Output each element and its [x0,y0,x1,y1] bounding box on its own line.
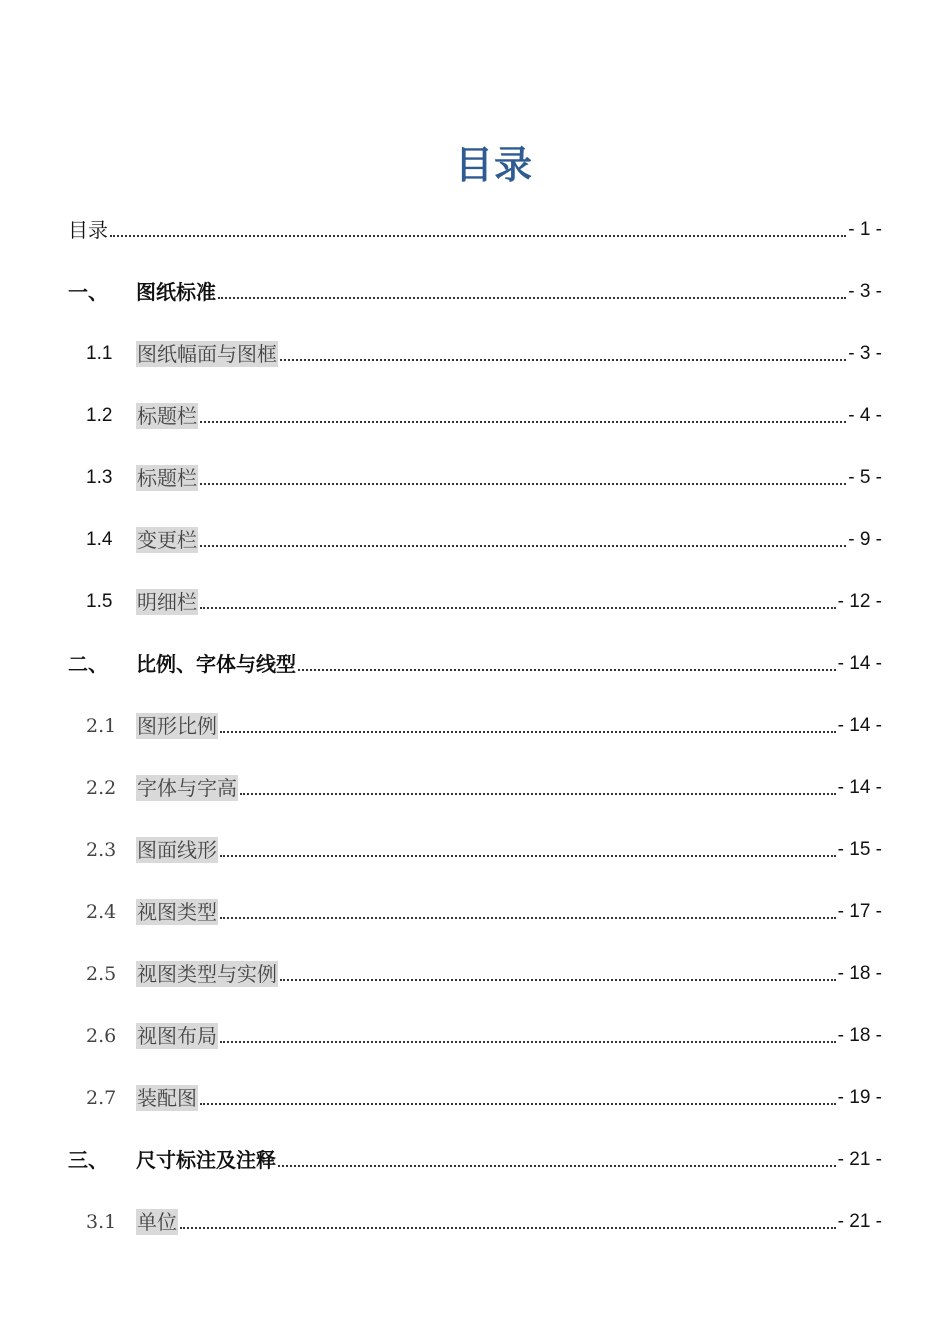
toc-entry-page: - 14 - [837,715,882,736]
toc-entry-label: 明细栏 [137,590,197,614]
dot-leader [220,731,836,733]
toc-entry[interactable] [68,818,882,880]
toc-entry-label: 标题栏 [137,466,197,490]
dot-leader [200,1103,836,1105]
toc-entry[interactable] [68,632,882,694]
dot-leader [280,359,846,361]
toc-entry-number: 一、 [68,280,108,304]
toc-entry[interactable] [68,260,882,322]
toc-entry-page: - 3 - [848,343,882,364]
dot-leader [218,297,846,299]
toc-entry-label: 尺寸标注及注释 [136,1148,276,1172]
toc-entry-number: 1.3 [86,467,113,488]
toc-entry-page: - 18 - [837,963,882,984]
toc-entry-label: 单位 [137,1210,177,1234]
dot-leader [180,1227,836,1229]
toc-entry-number: 2.5 [86,963,117,985]
toc-entry-page: - 9 - [848,529,882,550]
toc-entry[interactable] [68,1004,882,1066]
toc-entry-number: 3.1 [86,1211,117,1233]
toc-entry-number: 2.1 [86,715,117,737]
toc-entry-page: - 3 - [848,281,882,302]
dot-leader [278,1165,836,1167]
dot-leader [200,545,846,547]
toc-list [68,198,882,1252]
toc-entry[interactable] [68,384,882,446]
dot-leader [220,855,836,857]
toc-entry-page: - 17 - [837,901,882,922]
dot-leader [298,669,836,671]
toc-entry-page: - 4 - [848,405,882,426]
toc-entry-page: - 14 - [837,653,882,674]
toc-entry-number: 2.2 [86,777,117,799]
toc-entry[interactable] [68,1066,882,1128]
toc-entry[interactable] [68,198,882,260]
toc-title: 目录 [454,143,533,187]
toc-entry-page: - 21 - [837,1149,882,1170]
toc-entry-label: 变更栏 [137,528,197,552]
dot-leader [240,793,836,795]
toc-entry-page: - 19 - [837,1087,882,1108]
toc-entry-page: - 14 - [837,777,882,798]
toc-entry[interactable] [68,942,882,1004]
toc-entry-page: - 18 - [837,1025,882,1046]
toc-entry-number: 1.4 [86,529,113,550]
dot-leader [220,1041,836,1043]
dot-leader [110,235,846,237]
toc-entry[interactable] [68,756,882,818]
toc-entry-label: 视图类型与实例 [137,962,277,986]
toc-entry-number: 1.2 [86,405,113,426]
toc-entry[interactable] [68,1128,882,1190]
toc-entry[interactable] [68,694,882,756]
toc-entry-label: 图纸幅面与图框 [137,342,277,366]
toc-entry-number: 2.3 [86,839,117,861]
toc-entry-page: - 15 - [837,839,882,860]
toc-entry-label: 图形比例 [137,714,217,738]
toc-entry-number: 2.6 [86,1025,117,1047]
dot-leader [200,483,846,485]
toc-entry-label: 字体与字高 [137,776,237,800]
toc-entry[interactable] [68,322,882,384]
toc-entry-label: 目录 [68,218,108,242]
toc-entry-page: - 5 - [848,467,882,488]
toc-entry-page: - 1 - [848,219,882,240]
toc-entry[interactable] [68,1190,882,1252]
toc-entry-number: 1.5 [86,591,113,612]
toc-entry-number: 2.7 [86,1087,117,1109]
toc-entry-label: 视图类型 [137,900,217,924]
toc-entry-number: 2.4 [86,901,117,923]
toc-entry[interactable] [68,446,882,508]
toc-entry[interactable] [68,508,882,570]
toc-entry[interactable] [68,570,882,632]
toc-entry-number: 二、 [68,652,108,676]
toc-entry-page: - 21 - [837,1211,882,1232]
toc-entry-label: 视图布局 [137,1024,217,1048]
dot-leader [200,421,846,423]
toc-entry-number: 1.1 [86,343,113,364]
toc-entry-label: 图纸标准 [136,280,216,304]
toc-entry[interactable] [68,880,882,942]
dot-leader [280,979,836,981]
toc-entry-label: 标题栏 [137,404,197,428]
toc-entry-label: 装配图 [137,1086,197,1110]
dot-leader [220,917,836,919]
toc-entry-page: - 12 - [837,591,882,612]
toc-entry-label: 图面线形 [137,838,217,862]
toc-entry-label: 比例、字体与线型 [136,652,296,676]
toc-entry-number: 三、 [68,1148,108,1172]
dot-leader [200,607,836,609]
